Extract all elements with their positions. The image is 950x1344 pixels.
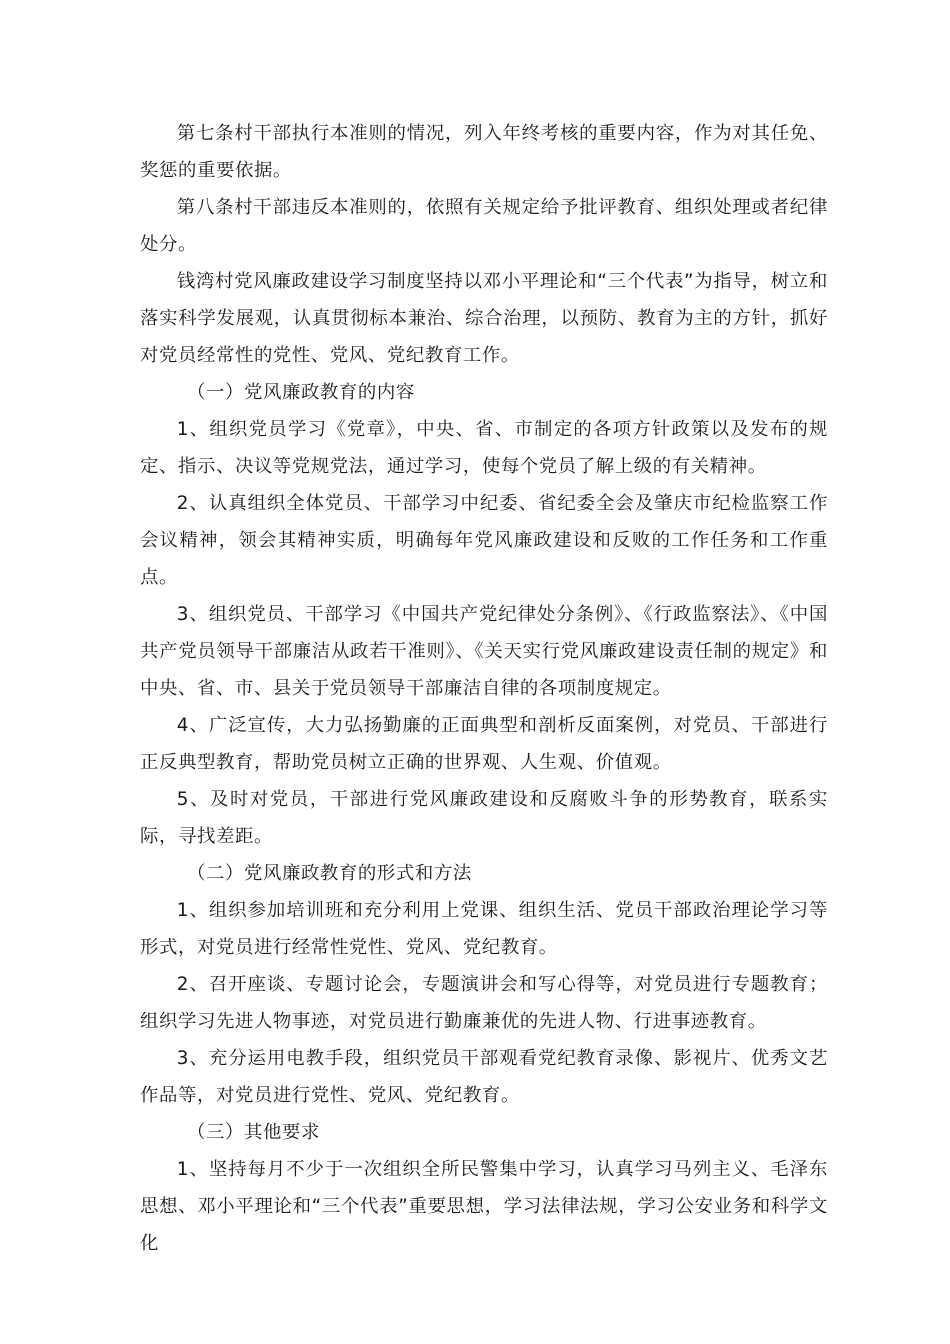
list-item: 2、认真组织全体党员、干部学习中纪委、省纪委全会及肇庆市纪检监察工作会议精神，领会其精神实质，明确每年党风廉政建设和反败的工作任务和工作重点。 — [140, 493, 828, 588]
paragraph-article-7: 第七条村干部执行本准则的情况，列入年终考核的重要内容，作为对其任免、奖惩的重要依据。 — [140, 123, 828, 181]
list-item: 4、广泛宣传，大力弘扬勤廉的正面典型和剖析反面案例，对党员、干部进行正反典型教育，帮助党员树立正确的世界观、人生观、价值观。 — [140, 715, 828, 773]
section-heading-content: （一）党风廉政教育的内容 — [187, 382, 415, 403]
list-item: 1、坚持每月不少于一次组织全所民警集中学习，认真学习马列主义、毛泽东思想、邓小平理论和“三个代表”重要思想，学习法律法规，学习公安业务和科学文化 — [140, 1159, 828, 1254]
list-item: 2、召开座谈、专题讨论会，专题演讲会和写心得等，对党员进行专题教育；组织学习先进人物事迹，对党员进行勤廉兼优的先进人物、行进事迹教育。 — [140, 974, 828, 1032]
paragraph-intro: 钱湾村党风廉政建设学习制度坚持以邓小平理论和“三个代表”为指导，树立和落实科学发展观，认真贯彻标本兼治、综合治理，以预防、教育为主的方针，抓好对党员经常性的党性、党风、党纪教育工作。 — [140, 271, 828, 366]
list-item: 3、组织党员、干部学习《中国共产党纪律处分条例》、《行政监察法》、《中国共产党员领导干部廉洁从政若干准则》、《关天实行党风廉政建设责任制的规定》和中央、省、市、县关于党员领导干部廉洁自律的各项制度规定。 — [140, 604, 828, 699]
list-item: 1、组织党员学习《党章》，中央、省、市制定的各项方针政策以及发布的规定、指示、决议等党规党法，通过学习，使每个党员了解上级的有关精神。 — [140, 419, 828, 477]
paragraph-article-8: 第八条村干部违反本准则的，依照有关规定给予批评教育、组织处理或者纪律处分。 — [140, 197, 828, 255]
section-heading-methods: （二）党风廉政教育的形式和方法 — [187, 863, 472, 884]
document-page — [140, 115, 828, 1262]
list-item: 1、组织参加培训班和充分利用上党课、组织生活、党员干部政治理论学习等形式，对党员进行经常性党性、党风、党纪教育。 — [140, 900, 828, 958]
section-heading-other: （三）其他要求 — [187, 1122, 320, 1143]
list-item: 5、及时对党员，干部进行党风廉政建设和反腐败斗争的形势教育，联系实际，寻找差距。 — [140, 789, 828, 847]
list-item: 3、充分运用电教手段，组织党员干部观看党纪教育录像、影视片、优秀文艺作品等，对党员进行党性、党风、党纪教育。 — [140, 1048, 828, 1106]
